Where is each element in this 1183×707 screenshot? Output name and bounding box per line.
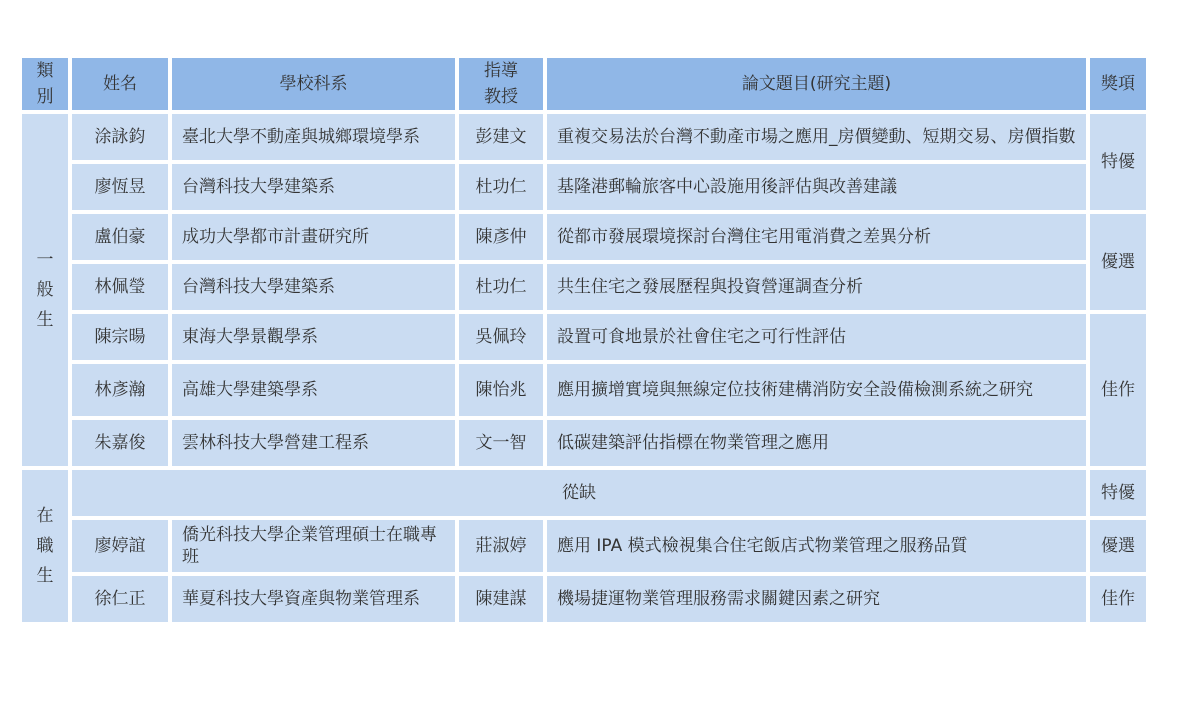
award-select: 優選 (1090, 520, 1146, 572)
student-name: 盧伯豪 (72, 214, 168, 260)
advisor-name: 陳怡兆 (459, 364, 543, 416)
school-dept: 東海大學景觀學系 (172, 314, 455, 360)
award-top: 特優 (1090, 470, 1146, 516)
header-advisor-line1: 指導 (484, 61, 518, 81)
school-dept: 僑光科技大學企業管理碩士在職專班 (172, 520, 455, 572)
advisor-name: 杜功仁 (459, 164, 543, 210)
student-name: 林佩瑩 (72, 264, 168, 310)
category-general-char: 般 (36, 280, 54, 300)
header-category-line1: 類 (36, 61, 54, 81)
school-dept: 成功大學都市計畫研究所 (172, 214, 455, 260)
header-row (22, 58, 1146, 110)
category-onjob-char: 職 (36, 536, 54, 556)
school-dept: 高雄大學建築學系 (172, 364, 455, 416)
advisor-name: 陳建謀 (459, 576, 543, 622)
school-dept: 臺北大學不動產與城鄉環境學系 (172, 114, 455, 160)
table-row (22, 164, 1146, 210)
student-name: 陳宗暘 (72, 314, 168, 360)
thesis-title: 重複交易法於台灣不動產市場之應用_房價變動、短期交易、房價指數 (547, 114, 1086, 160)
student-name: 徐仁正 (72, 576, 168, 622)
header-award: 獎項 (1090, 58, 1146, 110)
thesis-title: 從都市發展環境探討台灣住宅用電消費之差異分析 (547, 214, 1086, 260)
awards-table (18, 54, 1150, 626)
thesis-title: 應用擴增實境與無線定位技術建構消防安全設備檢測系統之研究 (547, 364, 1086, 416)
advisor-name: 杜功仁 (459, 264, 543, 310)
advisor-name: 文一智 (459, 420, 543, 466)
header-category (22, 58, 68, 110)
category-onjob-char: 在 (36, 506, 54, 526)
award-merit: 佳作 (1090, 314, 1146, 466)
advisor-name: 吳佩玲 (459, 314, 543, 360)
header-school: 學校科系 (172, 58, 455, 110)
school-dept: 華夏科技大學資產與物業管理系 (172, 576, 455, 622)
thesis-title: 基隆港郵輪旅客中心設施用後評估與改善建議 (547, 164, 1086, 210)
award-select: 優選 (1090, 214, 1146, 310)
student-name: 廖婷誼 (72, 520, 168, 572)
vacant-cell: 從缺 (72, 470, 1086, 516)
header-advisor (459, 58, 543, 110)
student-name: 涂詠鈞 (72, 114, 168, 160)
table-row (22, 576, 1146, 622)
thesis-title: 共生住宅之發展歷程與投資營運調查分析 (547, 264, 1086, 310)
category-general (22, 114, 68, 466)
table-row (22, 214, 1146, 260)
category-general-char: 生 (36, 310, 54, 330)
award-top: 特優 (1090, 114, 1146, 210)
header-category-line2: 別 (36, 87, 54, 107)
school-dept: 雲林科技大學營建工程系 (172, 420, 455, 466)
thesis-title: 機場捷運物業管理服務需求關鍵因素之研究 (547, 576, 1086, 622)
thesis-title: 低碳建築評估指標在物業管理之應用 (547, 420, 1086, 466)
header-advisor-line2: 教授 (484, 87, 518, 107)
student-name: 廖恆昱 (72, 164, 168, 210)
student-name: 朱嘉俊 (72, 420, 168, 466)
header-name: 姓名 (72, 58, 168, 110)
advisor-name: 陳彥仲 (459, 214, 543, 260)
table-row (22, 314, 1146, 360)
advisor-name: 彭建文 (459, 114, 543, 160)
thesis-title: 應用 IPA 模式檢視集合住宅飯店式物業管理之服務品質 (547, 520, 1086, 572)
category-onjob (22, 470, 68, 622)
table-row (22, 420, 1146, 466)
table-row (22, 114, 1146, 160)
table-row (22, 364, 1146, 416)
table-row (22, 520, 1146, 572)
school-dept: 台灣科技大學建築系 (172, 264, 455, 310)
table-row (22, 470, 1146, 516)
student-name: 林彥瀚 (72, 364, 168, 416)
table-row (22, 264, 1146, 310)
category-general-char: 一 (36, 250, 54, 270)
thesis-title: 設置可食地景於社會住宅之可行性評估 (547, 314, 1086, 360)
category-onjob-char: 生 (36, 566, 54, 586)
award-merit: 佳作 (1090, 576, 1146, 622)
header-title: 論文題目(研究主題) (547, 58, 1086, 110)
school-dept: 台灣科技大學建築系 (172, 164, 455, 210)
advisor-name: 莊淑婷 (459, 520, 543, 572)
